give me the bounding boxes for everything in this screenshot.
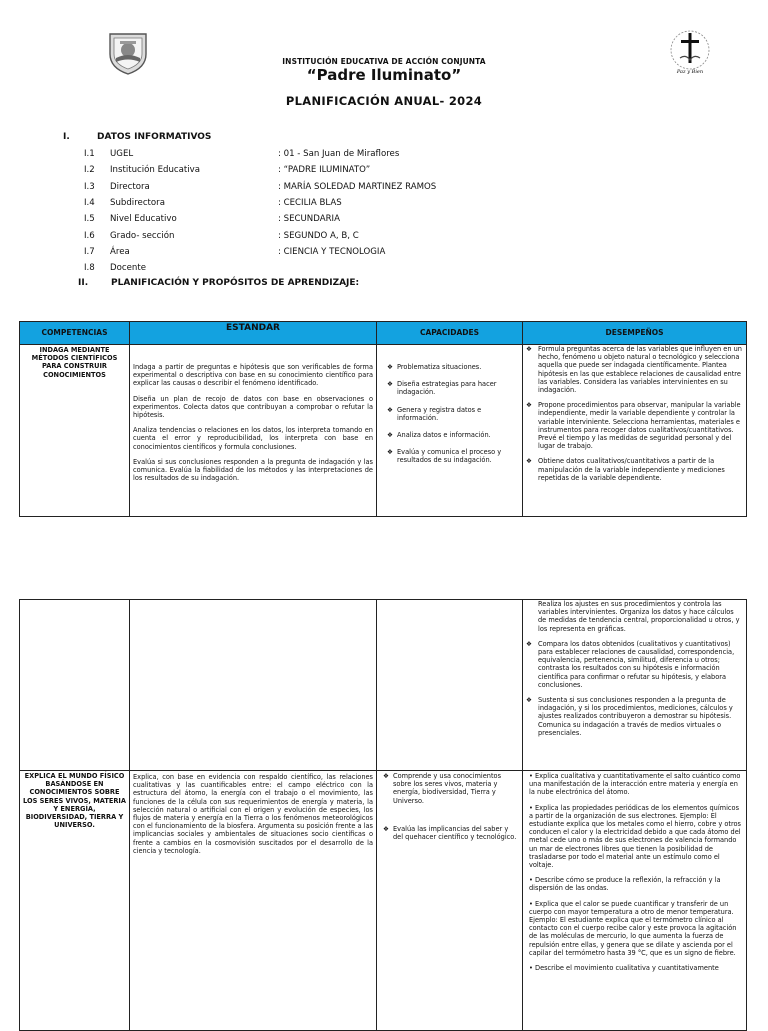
estandar-paragraph: Evalúa si sus conclusiones responden a la pregunta de indagación y las comunica. Evalúa la fiabilidad de los métodos y las interpretaciones de los resultados de su indagación. <box>133 457 373 483</box>
info-num: I.7 <box>84 246 95 257</box>
capacidad-item: ❖ Diseña estrategias para hacer indagación. <box>387 380 497 397</box>
info-value: : MARÍA SOLEDAD MARTINEZ RAMOS <box>278 181 437 192</box>
capacidad-item: ❖ Problematiza situaciones. <box>387 363 482 371</box>
desempeno-item: • Describe cómo se produce la reflexión, la refracción y la dispersión de las ondas. <box>529 876 721 893</box>
empty-cell <box>130 600 377 771</box>
header-competencias: COMPETENCIAS <box>20 322 130 345</box>
info-label: Directora <box>110 181 150 192</box>
bullet-icon: ❖ <box>526 639 532 648</box>
bullet-icon: ❖ <box>526 696 532 705</box>
institution-name: INSTITUCIÓN EDUCATIVA DE ACCIÓN CONJUNTA <box>282 57 486 66</box>
info-value: : CIENCIA Y TECNOLOGIA <box>278 246 386 257</box>
capacidad-item: ❖ Evalúa y comunica el proceso y resultados de su indagación. <box>387 448 502 465</box>
capacidad-item: ❖ Comprende y usa conocimientos sobre los seres vivos, materia y energía, biodiversidad, Tierra y Universo. <box>383 772 502 805</box>
info-value: : SEGUNDO A, B, C <box>278 230 359 241</box>
info-value: : “PADRE ILUMINATO” <box>278 165 371 176</box>
desempeno-item: ❖ Obtiene datos cualitativos/cuantitativos a partir de la manipulación de la variable independiente y mediciones repetidas de la variable dependiente. <box>526 457 725 482</box>
desempenos-cell <box>523 345 747 517</box>
desempeno-item: ❖ Formula preguntas acerca de las variables que influyen en un hecho, fenómeno u objeto natural o tecnológico y selecciona aquella que puede ser indagada científicamente. Plantea hipótesis en las que establece relaciones de causalidad entre las variables. Considera las variables intervinientes en su indagación. <box>526 345 742 395</box>
header-desempenos: DESEMPEÑOS <box>523 322 747 345</box>
desempeno-item: • Explica que el calor se puede cuantificar y transferir de un cuerpo con mayor temperatura a otro de menor temperatura. Ejemplo: El estudiante explica que el termómetro clínico al contacto con el cuerpo recibe calor y este provoca la agitación de las moléculas de mercurio, lo que aumenta la fuerza de repulsión entre ellas, y genera que se dilate y ascienda por el capilar del termómetro hasta 39 °C, que es un signo de fiebre. <box>529 899 737 957</box>
estandar-paragraph: Analiza tendencias o relaciones en los datos, los interpreta tomando en cuenta el error y reproducibilidad, los interpreta con base en conocimientos científicos y formula conclusiones. <box>133 426 373 451</box>
logo-motto: Paz y Bien <box>676 69 704 75</box>
estandar-paragraph: Diseña un plan de recojo de datos con base en observaciones o experimentos. Colecta datos que contribuyan a comprobar o refutar la hipótesis. <box>133 394 373 420</box>
desempenos-continued-cell <box>523 600 747 771</box>
info-value: : SECUNDARIA <box>278 214 340 225</box>
section2-title: PLANIFICACIÓN Y PROPÓSITOS DE APRENDIZAJE: <box>111 278 360 288</box>
estandar-paragraph: Indaga a partir de preguntas e hipótesis que son verificables de forma experimental o descriptiva con base en su conocimiento científico para explicar las causas o describir el fenómeno identificado. <box>133 363 373 388</box>
empty-cell <box>20 600 130 771</box>
desempenos-cell-2 <box>523 771 747 1031</box>
info-num: I.3 <box>84 181 95 192</box>
capacidades-cell-2 <box>377 771 523 1031</box>
estandar-cell <box>130 345 377 517</box>
bullet-icon: ❖ <box>383 772 389 780</box>
capacidad-item: ❖ Genera y registra datos e información. <box>387 405 482 422</box>
estandar-cell-2 <box>130 771 377 1031</box>
desempeno-continued-text: Realiza los ajustes en sus procedimientos y controla las variables intervinientes. Organiza los datos y hace cálculos de medidas de tendencia central, proporcionalidad u otros, y los representa en gráficas. <box>538 600 740 633</box>
info-label: Institución Educativa <box>110 165 201 176</box>
info-num: I.2 <box>84 165 95 176</box>
section2-number: II. <box>78 278 89 288</box>
info-label: Nivel Educativo <box>110 214 177 225</box>
bullet-icon: ❖ <box>526 401 532 410</box>
info-num: I.5 <box>84 214 95 225</box>
info-label: Subdirectora <box>110 197 165 208</box>
competencia-indaga: INDAGA MEDIANTE MÉTODOS CIENTÍFICOS PARA CONSTRUIR CONOCIMIENTOS <box>20 345 130 517</box>
bullet-icon: ❖ <box>526 345 532 353</box>
bullet-icon: ❖ <box>526 457 532 466</box>
info-value: : CECILIA BLAS <box>278 197 342 208</box>
bullet-icon: ❖ <box>387 431 393 440</box>
desempeno-item: ❖ Propone procedimientos para observar, manipular la variable independiente, medir la variable dependiente y controlar la variable interviniente. Selecciona herramientas, materiales e instrumentos para recoger datos cualitativos/cuantitativos. Prevé el tiempo y las medidas de seguridad personal y del lugar de trabajo. <box>526 401 741 451</box>
bullet-icon: ❖ <box>387 448 393 457</box>
estandar-paragraph: Explica, con base en evidencia con respaldo científico, las relaciones cualitativas y las cuantificables entre: el campo eléctrico con la estructura del átomo, la energía con el trabajo o el movimiento, las funciones de la célula con sus requerimientos de energía y materia, la selección natural o artificial con el origen y evolución de especies, los flujos de materia y energía en la Tierra o los fenómenos meteorológicos con el funcionamiento de la biosfera. Argumenta su posición frente a las implicancias sociales y ambientales de situaciones socio científicas o frente a cambios en la cosmovisión suscitados por el desarrollo de la ciencia y tecnología. <box>133 773 373 855</box>
header-capacidades: CAPACIDADES <box>377 322 523 345</box>
bullet-icon: ❖ <box>383 824 389 833</box>
section1-number: I. <box>63 132 70 142</box>
bullet-icon: ❖ <box>387 363 393 371</box>
bullet-icon: ❖ <box>387 405 393 414</box>
capacidad-item: ❖ Evalúa las implicancias del saber y del quehacer científico y tecnológico. <box>383 824 517 842</box>
desempeno-item: ❖ Compara los datos obtenidos (cualitativos y cuantitativos) para establecer relaciones de causalidad, correspondencia, equivalencia, pertenencia, similitud, diferencia u otros; contrasta los resultados con su hipótesis e información científica para confirmar o refutar su hipótesis, y elabora conclusiones. <box>526 639 735 689</box>
info-num: I.4 <box>84 197 95 208</box>
section1-title: DATOS INFORMATIVOS <box>97 132 212 142</box>
info-label: Docente <box>110 263 146 274</box>
competencies-table-1 <box>19 321 747 517</box>
info-num: I.8 <box>84 263 95 274</box>
competencia-explica: EXPLICA EL MUNDO FÍSICO BASÁNDOSE EN CONOCIMIENTOS SOBRE LOS SERES VIVOS, MATERIA Y ENERGÍA, BIODIVERSIDAD, TIERRA Y UNIVERSO. <box>20 771 130 1031</box>
info-label: UGEL <box>110 149 134 159</box>
info-num: I.6 <box>84 230 95 241</box>
empty-cell <box>377 600 523 771</box>
info-label: Grado- sección <box>110 230 175 241</box>
desempeno-item: • Describe el movimiento cualitativa y cuantitativamente <box>529 964 719 973</box>
desempeno-item: • Explica cualitativa y cuantitativamente el salto cuántico como una manifestación de la interacción entre materia y energía en la nube electrónica del átomo. <box>529 772 741 797</box>
plan-title: PLANIFICACIÓN ANUAL- 2024 <box>285 94 483 108</box>
institution-title: “Padre Iluminato” <box>306 66 462 84</box>
capacidad-item: ❖ Analiza datos e información. <box>387 431 491 440</box>
competencies-table-2 <box>19 599 747 1031</box>
capacidades-cell <box>377 345 523 517</box>
info-value: : 01 - San Juan de Miraflores <box>278 149 400 159</box>
info-label: Área <box>110 246 130 257</box>
bullet-icon: ❖ <box>387 380 393 389</box>
header-estandar: ESTANDAR <box>130 322 377 345</box>
info-num: I.1 <box>84 149 95 159</box>
desempeno-item: • Explica las propiedades periódicas de los elementos químicos a partir de la organización de sus electrones. Ejemplo: El estudiante explica que los metales como el hierro, cobre y otros conducen el calor y la electricidad debido a que cada átomo del metal cede uno o más de sus electrones de valencia formando un mar de electrones libres que tienen la posibilidad de trasladarse por todo el material ante un estímulo como el voltaje. <box>529 803 741 870</box>
desempeno-item: ❖ Sustenta si sus conclusiones responden a la pregunta de indagación, y si los procedimientos, mediciones, cálculos y ajustes realizados contribuyeron a demostrar su hipótesis. Comunica su indagación a través de medios virtuales o presenciales. <box>526 696 733 737</box>
